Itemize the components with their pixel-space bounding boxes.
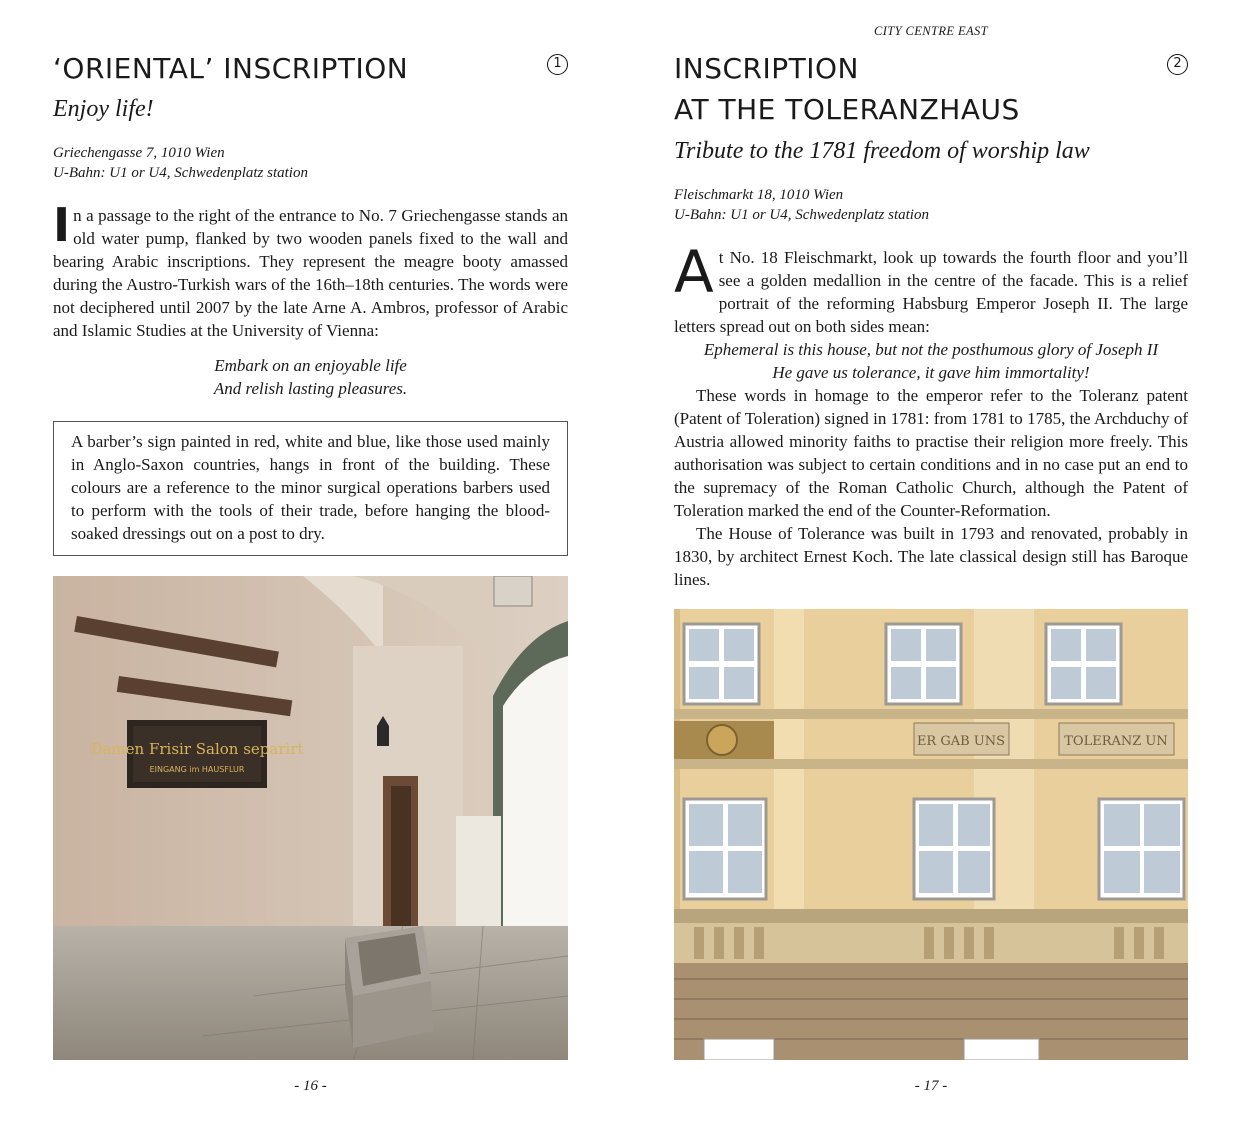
subtitle: Tribute to the 1781 freedom of worship law (674, 138, 1090, 164)
transit-info: U-Bahn: U1 or U4, Schwedenplatz station (674, 207, 929, 223)
sidebar-box (53, 421, 568, 556)
facade-inscription-2: TOLERANZ UN (1064, 734, 1168, 749)
address-block (674, 185, 929, 225)
page-number: - 16 - (294, 1078, 327, 1094)
sign-text-main: Damen Frisir Salon separirt (90, 740, 304, 758)
street-address: Griechengasse 7, 1010 Wien (53, 145, 225, 161)
body-paragraph (53, 198, 568, 342)
subtitle: Enjoy life! (53, 96, 154, 122)
left-page (53, 0, 568, 1123)
address-block (53, 143, 308, 183)
page-title-line2: AT THE TOLERANZHAUS (674, 93, 1020, 126)
passage-photo-image (53, 576, 568, 1060)
body-paragraph: These words in homage to the emperor refer to the Toleranz patent (Patent of Toleration) signed in 1781: from 1781 to 1785, the Archduchy of Austria allowed minority faiths to practise their religion more freely. This authorisation was subject to certain conditions and in no case put an end to the supremacy of the Roman Catholic Church, although the Patent of Toleration marked the end of the Counter-Reformation. (674, 386, 1188, 520)
paragraph-text: t No. 18 Fleischmarkt, look up towards the fourth floor and you’ll see a golden medallion in the centre of the facade. This is a relief portrait of the reforming Habsburg Emperor Joseph II. The large letters spread out on both sides mean: (674, 248, 1188, 336)
verse-line: Embark on an enjoyable life (214, 356, 407, 375)
verse-line: Ephemeral is this house, but not the posthumous glory of Joseph II (703, 340, 1159, 359)
verse-block (53, 354, 568, 400)
body-paragraph: The House of Tolerance was built in 1793 and renovated, probably in 1830, by architect Ernest Koch. The late classical design still has Baroque lines. (674, 524, 1188, 589)
sidebar-box-text: A barber’s sign painted in red, white and blue, like those used mainly in Anglo-Saxon countries, hangs in front of the building. These colours are a reference to the minor surgical operations barbers used to perform with the tools of their trade, before hanging the blood-soaked dressings out on a post to dry. (71, 432, 550, 543)
body-text: n a passage to the right of the entrance to No. 7 Griechengasse stands an old water pump, flanked by two wooden panels fixed to the wall and bearing Arabic inscriptions. They represent the meagre booty amassed during the Austro-Turkish wars of the 16th–18th centuries. The words were not deciphered until 2007 by the late Arne A. Ambros, professor of Arabic and Islamic Studies at the University of Vienna: (53, 206, 568, 340)
emperor-medallion (707, 725, 737, 755)
transit-info: U-Bahn: U1 or U4, Schwedenplatz station (53, 165, 308, 181)
entry-number-badge: 2 (1167, 54, 1188, 75)
verse-line: He gave us tolerance, it gave him immortality! (772, 363, 1090, 382)
entry-number-badge: 1 (547, 54, 568, 75)
street-address: Fleischmarkt 18, 1010 Wien (674, 187, 844, 203)
page-number: - 17 - (914, 1078, 948, 1094)
drop-cap: A (674, 238, 714, 306)
running-head: CITY CENTRE EAST (873, 24, 989, 38)
page-title-line1: INSCRIPTION (674, 52, 859, 85)
verse-line: And relish lasting pleasures. (213, 379, 408, 398)
facade-photo-image (674, 609, 1188, 1060)
body-text-block (674, 238, 1188, 591)
page-title: ‘ORIENTAL’ INSCRIPTION (53, 52, 409, 85)
right-page (674, 0, 1188, 1123)
passage-photo (53, 576, 568, 1060)
sign-text-sub: EINGANG im HAUSFLUR (149, 765, 245, 774)
body-paragraph (674, 238, 1188, 338)
facade-photo (674, 609, 1188, 1060)
drop-cap: I (53, 198, 71, 252)
facade-inscription-1: ER GAB UNS (916, 734, 1006, 749)
